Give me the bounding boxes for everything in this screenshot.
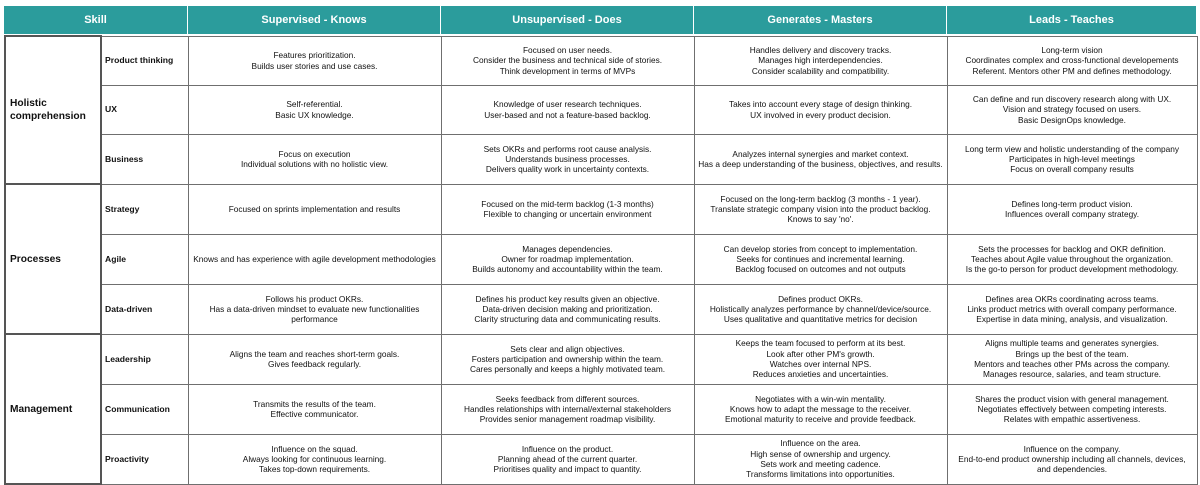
cell-line: Watches over internal NPS.: [769, 359, 872, 369]
category-label: Management: [5, 334, 101, 484]
skill-cell-leads: [947, 384, 1197, 434]
cell-line: Is the go-to person for product development methodology.: [965, 264, 1179, 275]
table-row: [5, 434, 1197, 484]
cell-line: Emotional maturity to receive and provide feedback.: [725, 414, 916, 425]
category-label: Holistic comprehension: [5, 36, 101, 184]
skill-cell-supervised: [188, 36, 441, 85]
cell-line: Individual solutions with no holistic view.: [240, 159, 389, 169]
skill-label: Proactivity: [101, 434, 188, 484]
cell-line: Defines product OKRs.: [778, 293, 863, 304]
skill-cell-generates: [694, 434, 947, 484]
cell-line: Gives feedback regularly.: [268, 359, 361, 369]
skill-cell-unsupervised: [441, 234, 694, 284]
cell-line: High sense of ownership and urgency.: [750, 448, 891, 459]
cell-line: Teaches about Agile value throughout the organization.: [970, 253, 1174, 264]
cell-line: Sets clear and align objectives.: [510, 343, 625, 354]
cell-line: Long-term vision: [1041, 45, 1103, 56]
cell-line: Prioritises quality and impact to quantity.: [493, 464, 642, 475]
cell-line: Basic UX knowledge.: [275, 109, 354, 120]
header-unsupervised-does: Unsupervised - Does: [440, 6, 693, 34]
skill-cell-supervised: [188, 85, 441, 134]
cell-line: Basic DesignOps knowledge.: [1018, 114, 1126, 125]
cell-line: Focused on user needs.: [522, 45, 613, 56]
skill-cell-supervised: [188, 234, 441, 284]
cell-line: Effective communicator.: [270, 409, 359, 419]
cell-line: Owner for roadmap implementation.: [501, 253, 634, 264]
cell-line: Seeks for continues and incremental learning.: [736, 253, 905, 264]
skills-table: [4, 35, 1198, 485]
cell-line: Sets OKRs and performs root cause analysis.: [483, 143, 652, 154]
skill-cell-unsupervised: [441, 334, 694, 384]
table-row: [5, 284, 1197, 334]
cell-line: Vision and strategy focused on users.: [1002, 104, 1142, 115]
cell-line: Sets the processes for backlog and OKR definition.: [978, 243, 1166, 254]
cell-line: Handles relationships with internal/external stakeholders: [463, 403, 672, 414]
table-row: [5, 134, 1197, 184]
cell-line: Manages resource, salaries, and team structure.: [982, 369, 1161, 380]
skill-cell-unsupervised: [441, 434, 694, 484]
cell-line: Defines area OKRs coordinating across teams.: [985, 293, 1159, 304]
cell-line: Analyzes internal synergies and market context.: [732, 148, 909, 159]
skill-cell-leads: [947, 134, 1197, 184]
cell-line: Defines his product key results given an objective.: [475, 293, 660, 304]
cell-line: Backlog focused on outcomes and not outputs: [735, 264, 906, 275]
skill-cell-leads: [947, 334, 1197, 384]
cell-line: Shares the product vision with general management.: [975, 393, 1169, 404]
header-leads-teaches: Leads - Teaches: [946, 6, 1196, 34]
cell-line: Consider scalability and compatibility.: [751, 65, 890, 76]
cell-line: Builds autonomy and accountability within the team.: [472, 264, 663, 275]
table-row: [5, 184, 1197, 234]
skill-cell-supervised: [188, 184, 441, 234]
skill-cell-unsupervised: [441, 134, 694, 184]
skill-cell-unsupervised: [441, 184, 694, 234]
cell-line: End-to-end product ownership including all channels, devices, and dependencies.: [958, 453, 1186, 475]
table-row: [5, 36, 1197, 85]
cell-line: Translate strategic company vision into the product backlog. Knows to say 'no'.: [710, 203, 931, 225]
cell-line: Can develop stories from concept to implementation.: [723, 243, 918, 254]
cell-line: Reduces anxieties and uncertainties.: [752, 369, 889, 380]
cell-line: Aligns the team and reaches short-term goals.: [229, 348, 400, 359]
skill-label: Strategy: [101, 184, 188, 234]
cell-line: Features prioritization.: [273, 50, 356, 61]
cell-line: Self-referential.: [286, 99, 343, 110]
skill-label: Agile: [101, 234, 188, 284]
table-row: [5, 334, 1197, 384]
cell-line: Cares personally and keeps a highly motivated team.: [469, 364, 666, 375]
skill-cell-unsupervised: [441, 85, 694, 134]
table-row: [5, 85, 1197, 134]
cell-line: Seeks feedback from different sources.: [495, 393, 640, 404]
cell-line: Brings up the best of the team.: [1015, 348, 1129, 359]
cell-line: Influences overall company strategy.: [1004, 209, 1140, 219]
skill-cell-unsupervised: [441, 284, 694, 334]
cell-line: Influence on the area.: [780, 438, 861, 449]
cell-line: Defines long-term product vision.: [1011, 198, 1133, 209]
table-row: [5, 234, 1197, 284]
cell-line: Look after other PM's growth.: [766, 348, 875, 359]
cell-line: Manages high interdependencies.: [758, 55, 883, 66]
skill-cell-generates: [694, 36, 947, 85]
cell-line: Focused on sprints implementation and results: [228, 203, 401, 214]
skill-cell-generates: [694, 85, 947, 134]
cell-line: Can define and run discovery research along with UX.: [972, 94, 1172, 105]
skill-cell-generates: [694, 184, 947, 234]
cell-line: Influence on the company.: [1023, 443, 1121, 454]
cell-line: Coordinates complex and cross-functional developements: [965, 55, 1179, 66]
header-generates-masters: Generates - Masters: [693, 6, 946, 34]
cell-line: Sets work and meeting cadence.: [760, 459, 881, 469]
cell-line: Transmits the results of the team.: [253, 398, 376, 409]
skill-cell-leads: [947, 434, 1197, 484]
cell-line: Expertise in data mining, analysis, and visualization.: [976, 314, 1168, 325]
cell-line: Mentors and teaches other PMs across the company.: [974, 359, 1170, 369]
skill-cell-leads: [947, 284, 1197, 334]
cell-line: Influence on the squad.: [271, 443, 358, 454]
skill-cell-leads: [947, 85, 1197, 134]
cell-line: Understands business processes.: [505, 153, 630, 164]
cell-line: Think development in terms of MVPs: [499, 65, 636, 76]
skill-cell-generates: [694, 284, 947, 334]
cell-line: Follows his product OKRs.: [265, 293, 364, 304]
cell-line: Keeps the team focused to perform at its best.: [735, 338, 906, 349]
skill-cell-supervised: [188, 334, 441, 384]
cell-line: Builds user stories and use cases.: [251, 60, 378, 71]
cell-line: Focus on execution: [278, 148, 351, 159]
cell-line: Focused on the mid-term backlog (1-3 months): [481, 198, 654, 209]
skill-cell-unsupervised: [441, 384, 694, 434]
skill-cell-supervised: [188, 134, 441, 184]
cell-line: Uses qualitative and quantitative metrics for decision: [723, 314, 918, 325]
category-label: Processes: [5, 184, 101, 334]
skill-cell-generates: [694, 384, 947, 434]
skill-cell-supervised: [188, 284, 441, 334]
cell-line: Has a data-driven mindset to evaluate new functionalities performance: [209, 303, 420, 325]
cell-line: Aligns multiple teams and generates synergies.: [985, 338, 1159, 349]
cell-line: Has a deep understanding of the business, objectives, and results.: [698, 159, 943, 169]
cell-line: Consider the business and technical side of stories.: [472, 55, 663, 66]
cell-line: Takes top-down requirements.: [258, 464, 371, 475]
cell-line: Focus on overall company results: [1010, 164, 1134, 175]
cell-line: Links product metrics with overall company performance.: [967, 303, 1177, 314]
cell-line: UX involved in every product decision.: [750, 109, 891, 120]
skill-cell-supervised: [188, 434, 441, 484]
cell-line: Provides senior management roadmap visibility.: [479, 414, 656, 425]
cell-line: Negotiates effectively between competing interests.: [977, 403, 1167, 414]
skill-label: Leadership: [101, 334, 188, 384]
skill-label: UX: [101, 85, 188, 134]
cell-line: Influence on the product.: [521, 443, 614, 454]
skill-cell-generates: [694, 234, 947, 284]
skill-cell-unsupervised: [441, 36, 694, 85]
cell-line: Delivers quality work in uncertainty contexts.: [485, 164, 650, 175]
cell-line: Flexible to changing or uncertain environment: [483, 209, 652, 219]
cell-line: Knows how to adapt the message to the receiver.: [729, 403, 912, 414]
cell-line: Clarity structuring data and communicating results.: [474, 314, 661, 325]
cell-line: Planning ahead of the current quarter.: [497, 453, 638, 464]
skill-cell-leads: [947, 36, 1197, 85]
cell-line: Takes into account every stage of design thinking.: [728, 99, 913, 110]
header-skill: Skill: [4, 6, 187, 34]
skill-label: Data-driven: [101, 284, 188, 334]
skill-cell-generates: [694, 334, 947, 384]
cell-line: Relates with empathic assertiveness.: [1003, 414, 1141, 425]
cell-line: Referent. Mentors other PM and defines methodology.: [972, 65, 1172, 76]
header-supervised-knows: Supervised - Knows: [187, 6, 440, 34]
cell-line: Handles delivery and discovery tracks.: [749, 45, 892, 56]
skill-cell-leads: [947, 184, 1197, 234]
cell-line: Manages dependencies.: [522, 243, 613, 254]
cell-line: Focused on the long-term backlog (3 months - 1 year).: [720, 193, 921, 204]
skill-label: Product thinking: [101, 36, 188, 85]
cell-line: Data-driven decision making and prioritization.: [482, 303, 653, 314]
cell-line: Negotiates with a win-win mentality.: [755, 393, 886, 404]
skill-label: Business: [101, 134, 188, 184]
cell-line: Transforms limitations into opportunities.: [746, 469, 895, 480]
cell-line: Holistically analyzes performance by channel/device/source.: [709, 303, 932, 314]
skill-label: Communication: [101, 384, 188, 434]
table-row: [5, 384, 1197, 434]
cell-line: Knows and has experience with agile development methodologies: [193, 253, 436, 264]
cell-line: Fosters participation and ownership within the team.: [471, 353, 664, 364]
cell-line: Long term view and holistic understanding of the company: [964, 143, 1179, 154]
skill-cell-generates: [694, 134, 947, 184]
skill-cell-leads: [947, 234, 1197, 284]
cell-line: Participates in high-level meetings: [1009, 153, 1135, 164]
cell-line: User-based and not a feature-based backlog.: [484, 109, 651, 120]
cell-line: Knowledge of user research techniques.: [493, 99, 642, 110]
skill-cell-supervised: [188, 384, 441, 434]
cell-line: Always looking for continuous learning.: [242, 453, 387, 464]
